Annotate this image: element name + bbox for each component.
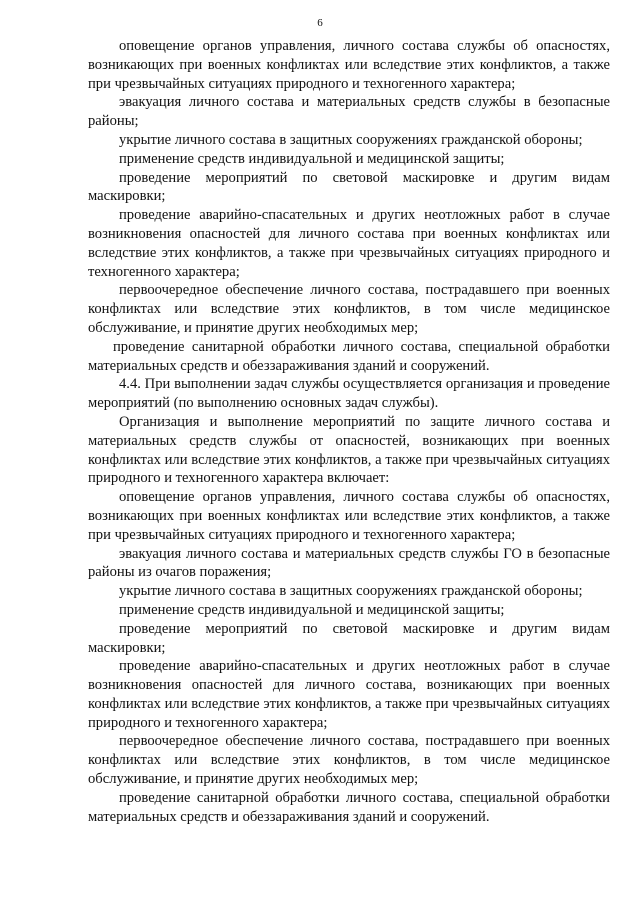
page-number: 6 bbox=[317, 17, 323, 29]
paragraph: эвакуация личного состава и материальных средств службы ГО в безопасные районы из очагов поражения; bbox=[88, 545, 610, 581]
paragraph: проведение санитарной обработки личного состава, специальной обработки материальных средств и обеззараживания зданий и сооружений. bbox=[88, 338, 610, 374]
paragraph: применение средств индивидуальной и медицинской защиты; bbox=[119, 150, 505, 167]
document-body bbox=[88, 37, 610, 826]
paragraph: первоочередное обеспечение личного состава, пострадавшего при военных конфликтах или вследствие этих конфликтов, в том числе медицинское обслуживание, и принятие других необходимых мер; bbox=[88, 733, 610, 788]
paragraph: проведение мероприятий по световой маскировке и другим видам маскировки; bbox=[88, 620, 610, 656]
paragraph: оповещение органов управления, личного состава службы об опасностях, возникающих при военных конфликтах или вследствие этих конфликтов, а также при чрезвычайных ситуациях природного и техногенного характера; bbox=[88, 38, 610, 92]
paragraph: Организация и выполнение мероприятий по защите личного состава и материальных средств службы от опасностей, возникающих при военных конфликтах или вследствие этих конфликтов, а также при чрезвычайных ситуациях природного и техногенного характера включает: bbox=[88, 413, 610, 487]
paragraph: укрытие личного состава в защитных сооружениях гражданской обороны; bbox=[119, 131, 583, 148]
paragraph: оповещение органов управления, личного состава службы об опасностях, возникающих при военных конфликтах или вследствие этих конфликтов, а также при чрезвычайных ситуациях природного и техногенного характера; bbox=[88, 489, 610, 543]
paragraph: проведение санитарной обработки личного состава, специальной обработки материальных средств и обеззараживания зданий и сооружений. bbox=[88, 789, 610, 825]
paragraph: проведение аварийно-спасательных и других неотложных работ в случае возникновения опасностей для личного состава при военных конфликтах или вследствие этих конфликтов, а также при чрезвычайных ситуациях природного и техногенного характера; bbox=[88, 207, 610, 280]
paragraph: проведение мероприятий по световой маскировке и другим видам маскировки; bbox=[88, 169, 610, 205]
paragraph: эвакуация личного состава и материальных средств службы в безопасные районы; bbox=[88, 94, 610, 130]
section-paragraph: 4.4. При выполнении задач службы осуществляется организация и проведение мероприятий (по выполнению основных задач службы). bbox=[88, 376, 610, 412]
paragraph: проведение аварийно-спасательных и других неотложных работ в случае возникновения опасностей для личного состава, возникающих при военных конфликтах или вследствие этих конфликтов, а также при чрезвычайных ситуациях природного и техногенного характера; bbox=[88, 658, 610, 731]
paragraph: укрытие личного состава в защитных сооружениях гражданской обороны; bbox=[119, 583, 583, 600]
paragraph: применение средств индивидуальной и медицинской защиты; bbox=[119, 601, 505, 618]
paragraph: первоочередное обеспечение личного состава, пострадавшего при военных конфликтах или вследствие этих конфликтов, в том числе медицинское обслуживание, и принятие других необходимых мер; bbox=[88, 282, 610, 336]
